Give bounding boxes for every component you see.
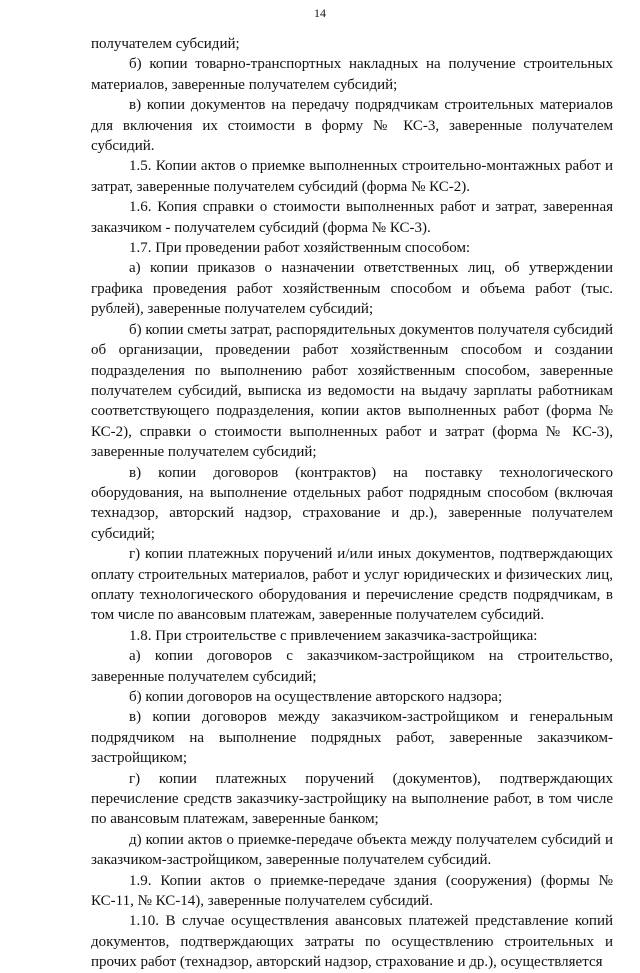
paragraph-1-8: 1.8. При строительстве с привлечением заказчика-застройщика: [129, 627, 538, 644]
paragraph-1-8-g: г) копии платежных поручений (документов), подтверждающих перечисление средств заказчику-застройщику на выполнение работ, в том числе по авансовым платежам, заверенные банком; [91, 770, 613, 828]
paragraph-1-8-d: д) копии актов о приемке-передаче объекта между получателем субсидий и заказчиком-застройщиком, заверенные получателем субсидий. [91, 831, 613, 869]
document-body [91, 34, 613, 973]
paragraph-1-7-g: г) копии платежных поручений и/или иных документов, подтверждающих оплату строительных материалов, работ и услуг юридических и физических лиц, оплату технологического оборудования и перечисление средств подрядчикам, в том числе по авансовым платежам, заверенные получателем субсидий. [91, 546, 613, 624]
paragraph-1-7: 1.7. При проведении работ хозяйственным способом: [129, 240, 471, 257]
paragraph-1-9: 1.9. Копии актов о приемке-передаче здания (сооружения) (формы № КС-11, № КС-14), заверенные получателем субсидий. [91, 872, 613, 910]
paragraph-1-10: 1.10. В случае осуществления авансовых платежей представление копий документов, подтверждающих затраты по осуществлению строительных и прочих работ (технадзор, авторский надзор, страхование и др.), осуществляется [91, 913, 613, 971]
page-number: 14 [314, 6, 326, 20]
paragraph-1-7-b: б) копии сметы затрат, распорядительных документов получателя субсидий об организации, проведении работ хозяйственным способом и создании подразделения по выполнению работ хозяйственным способом, заверенные получателем субсидий, выписка из ведомости на выдачу зарплаты работникам соответствующего подразделения, копии актов выполненных работ (форма № КС-2), справки о стоимости выполненных работ и затрат (форма № КС-3), заверенные получателем субсидий; [91, 321, 613, 461]
paragraph-1-7-a: а) копии приказов о назначении ответственных лиц, об утверждении графика проведения работ хозяйственным способом и объема работ (тыс. рублей), заверенные получателем субсидий; [91, 260, 613, 318]
paragraph-1-8-a: а) копии договоров с заказчиком-застройщиком на строительство, заверенные получателем субсидий; [91, 648, 613, 685]
paragraph-1-7-v: в) копии договоров (контрактов) на поставку технологического оборудования, на выполнение отдельных работ подрядным способом (включая технадзор, авторский надзор, страхование и др.), заверенные получателем субсидий; [91, 464, 613, 542]
paragraph-1-8-v: в) копии договоров между заказчиком-застройщиком и генеральным подрядчиком на выполнение подрядных работ, заверенные заказчиком-застройщиком; [91, 709, 613, 767]
paragraph-item-b: б) копии товарно-транспортных накладных на получение строительных материалов, заверенные получателем субсидий; [91, 56, 613, 93]
paragraph-1-8-b: б) копии договоров на осуществление авторского надзора; [129, 689, 503, 705]
paragraph-item-v: в) копии документов на передачу подрядчикам строительных материалов для включения их стоимости в форму № КС-3, заверенные получателем субсидий. [91, 97, 613, 155]
paragraph-1-6: 1.6. Копия справки о стоимости выполненных работ и затрат, заверенная заказчиком - получателем субсидий (форма № КС-3). [91, 199, 613, 236]
paragraph-continuation: получателем субсидий; [91, 36, 240, 52]
paragraph-1-5: 1.5. Копии актов о приемке выполненных строительно-монтажных работ и затрат, заверенные получателем субсидий (форма № КС-2). [91, 158, 613, 195]
